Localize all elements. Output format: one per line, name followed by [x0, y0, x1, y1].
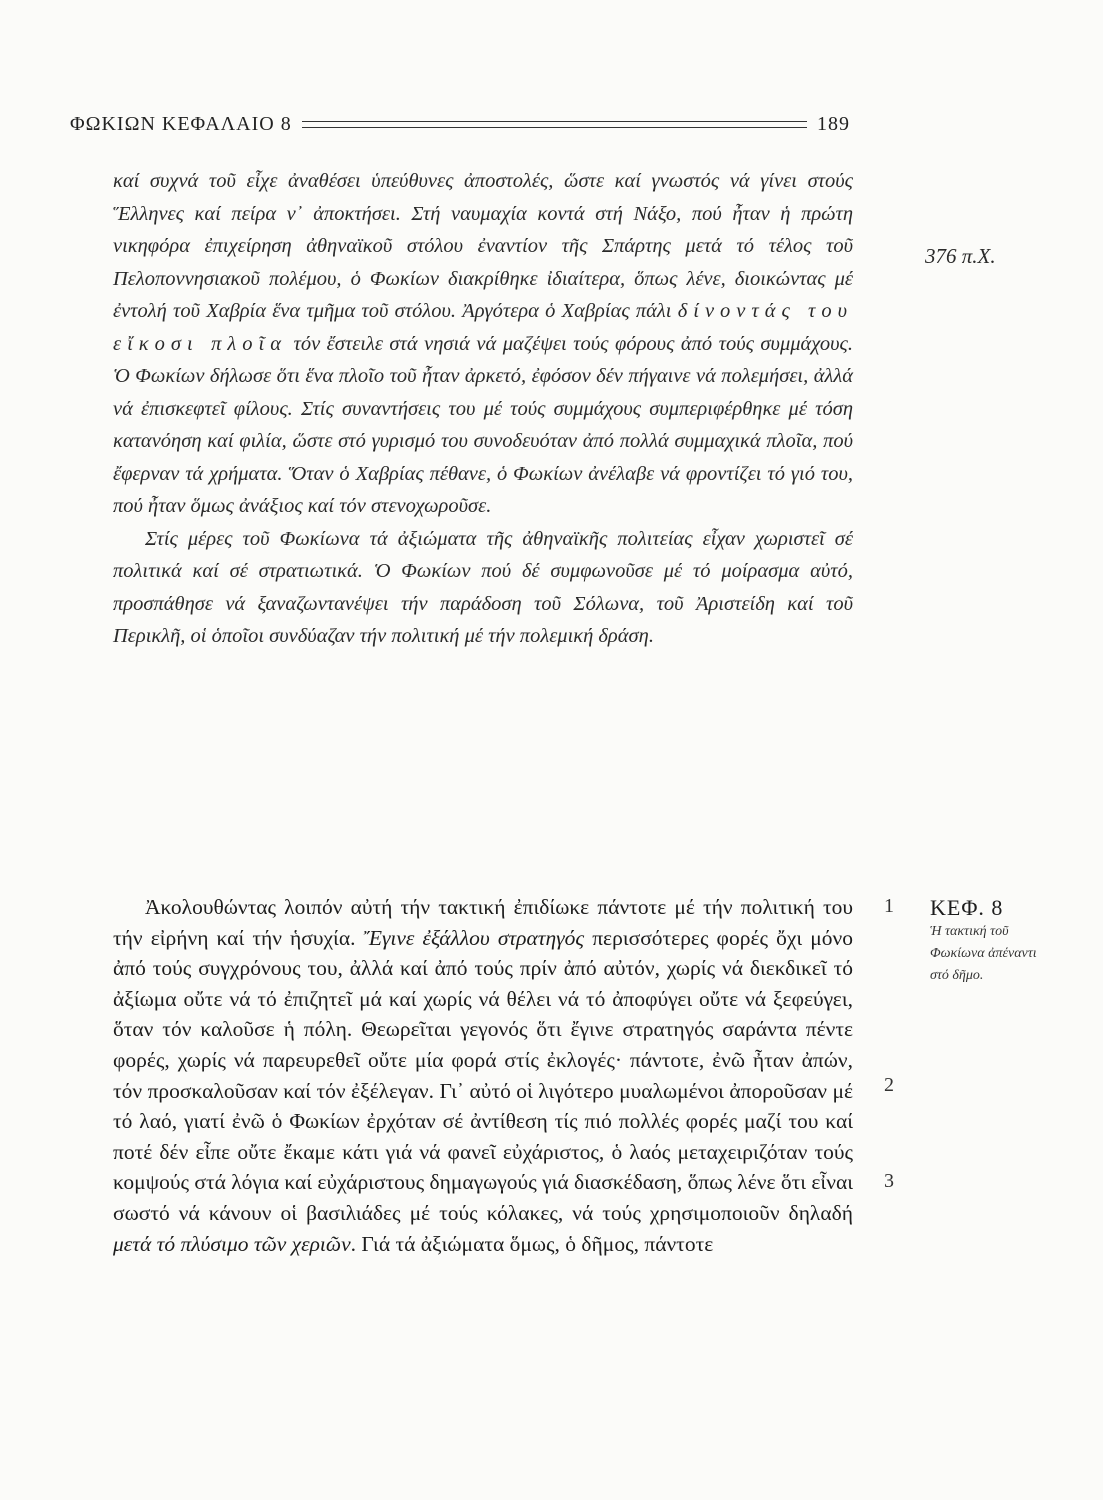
- letterspaced-emphasis: δίνοντάς του εἴκοσι πλοῖα: [113, 300, 854, 355]
- main-text-block: [113, 892, 853, 1259]
- italic-paragraph-2: Στίς μέρες τοῦ Φωκίωνα τά ἀξιώματα τῆς ἀθηναϊκῆς πολιτείας εἶχαν χωριστεῖ σέ πολιτικά καί σέ στρατιωτικά. Ὁ Φωκίων πού δέ συμφωνοῦσε μέ τό μοίρασμα αὐτό, προσπάθησε νά ξαναζωντανέψει τήν παράδοση τοῦ Σόλωνα, τοῦ Ἀριστείδη καί τοῦ Περικλῆ, οἱ ὁποῖοι συνδύαζαν τήν πολιτική μέ τήν πολεμική δράση.: [113, 527, 853, 647]
- section-number-1: 1: [884, 895, 894, 917]
- margin-date-note: 376 π.Χ.: [925, 244, 996, 268]
- chapter-description: Ἡ τακτική τοῦ Φωκίωνα ἀπέναντι στό δῆμο.: [930, 924, 1037, 983]
- main-text-end: . Γιά τά ἀξιώματα ὅμως, ὁ δῆμος, πάντοτε: [350, 1231, 714, 1256]
- section-number-3: 3: [884, 1170, 894, 1192]
- main-italic-phrase-2: μετά τό πλύσιμο τῶν χεριῶν: [113, 1231, 351, 1256]
- page-number: 189: [817, 112, 850, 135]
- main-italic-phrase-1: Ἔγινε ἐξάλλου στρατηγός: [363, 925, 585, 950]
- italic-paragraph-1-end: τόν ἔστειλε στά νησιά νά μαζέψει τούς φόρους ἀπό τούς συμμάχους. Ὁ Φωκίων δήλωσε ὅτι ἕνα πλοῖο τοῦ ἦταν ἀρκετό, ἐφόσον δέν πήγαινε νά πολεμήσει, ἀλλά νά ἐπισκεφτεῖ φίλους. Στίς συναντήσεις του μέ τούς συμμάχους συμπεριφέρθηκε μέ τόση κατανόηση καί φιλία, ὥστε στό γυρισμό του συνοδευόταν ἀπό πολλά συμμαχικά πλοῖα, πού ἔφερναν τά χρήματα. Ὅταν ὁ Χαβρίας πέθανε, ὁ Φωκίων ἀνέλαβε νά φροντίζει τό γιό του, πού ἦταν ὅμως ἀνάξιος καί τόν στενοχωροῦσε.: [113, 332, 853, 517]
- main-paragraph: [113, 892, 853, 1259]
- chapter-title: ΚΕΦ. 8: [930, 895, 1004, 920]
- section-number-2: 2: [884, 1074, 894, 1096]
- main-text-start: Ἀκολουθώντας λοιπόν αὐτή τήν τακτική ἐπιδίωκε πάντοτε μέ τήν πολιτική του τήν εἰρήνη καί τήν ἡσυχία.: [113, 895, 853, 950]
- italic-paragraph-1: [113, 165, 853, 523]
- header-double-rule: [302, 121, 807, 128]
- running-title: ΦΩΚΙΩΝ ΚΕΦΑΛΑΙΟ 8: [70, 112, 292, 135]
- chapter-margin-heading: [930, 895, 1080, 987]
- main-text-middle: περισσότερες φορές ὄχι μόνο ἀπό τούς συγχρόνους του, ἀλλά καί ἀπό τούς πρίν ἀπό αὐτόν, χωρίς νά διεκδικεῖ τό ἀξίωμα οὔτε νά τό ἐπιζητεῖ μά καί χωρίς νά θέλει νά τό ἀποφύγει οὔτε νά ξεφεύγει, ὅταν τόν καλοῦσε ἡ πόλη. Θεωρεῖται γεγονός ὅτι ἔγινε στρατηγός σαράντα πέντε φορές, χωρίς νά παρευρεθεῖ οὔτε μία φορά στίς ἐκλογές· πάντοτε, ἐνῶ ἦταν ἀπών, τόν προσκαλοῦσαν καί τόν ἐξέλεγαν. Γι᾿ αὐτό οἱ λιγότερο μυαλωμένοι ἀποροῦσαν μέ τό λαό, γιατί ἐνῶ ὁ Φωκίων ἐρχόταν σέ ἀντίθεση τίς πιό πολλές φορές μαζί του καί ποτέ δέν εἶπε οὔτε ἔκαμε κάτι γιά νά φανεῖ εὐχάριστος, ὁ λαός μεταχειριζόταν τούς κομψούς στά λόγια καί εὐχάριστους δημαγωγούς γιά διασκέδαση, ὅπως λένε ὅτι εἶναι σωστό νά κάνουν οἱ βασιλιάδες μέ τούς κόλακες, νά τούς χρησιμοποιοῦν δηλαδή: [113, 925, 853, 1225]
- italic-paragraph-1-start: καί συχνά τοῦ εἶχε ἀναθέσει ὑπεύθυνες ἀποστολές, ὥστε καί γνωστός νά γίνει στούς Ἕλληνες καί πείρα ν᾿ ἀποκτήσει. Στή ναυμαχία κοντά στή Νάξο, πού ἦταν ἡ πρώτη νικηφόρα ἐπιχείρηση ἀθηναϊκοῦ στόλου ἐναντίον τῆς Σπάρτης μετά τό τέλος τοῦ Πελοποννησιακοῦ πολέμου, ὁ Φωκίων διακρίθηκε ἰδιαίτερα, ὅπως λένε, διοικώντας μέ ἐντολή τοῦ Χαβρία ἕνα τμῆμα τοῦ στόλου. Ἀργότερα ὁ Χαβρίας πάλι: [113, 170, 853, 322]
- running-header: [70, 109, 850, 139]
- italic-translation-block: [113, 165, 853, 653]
